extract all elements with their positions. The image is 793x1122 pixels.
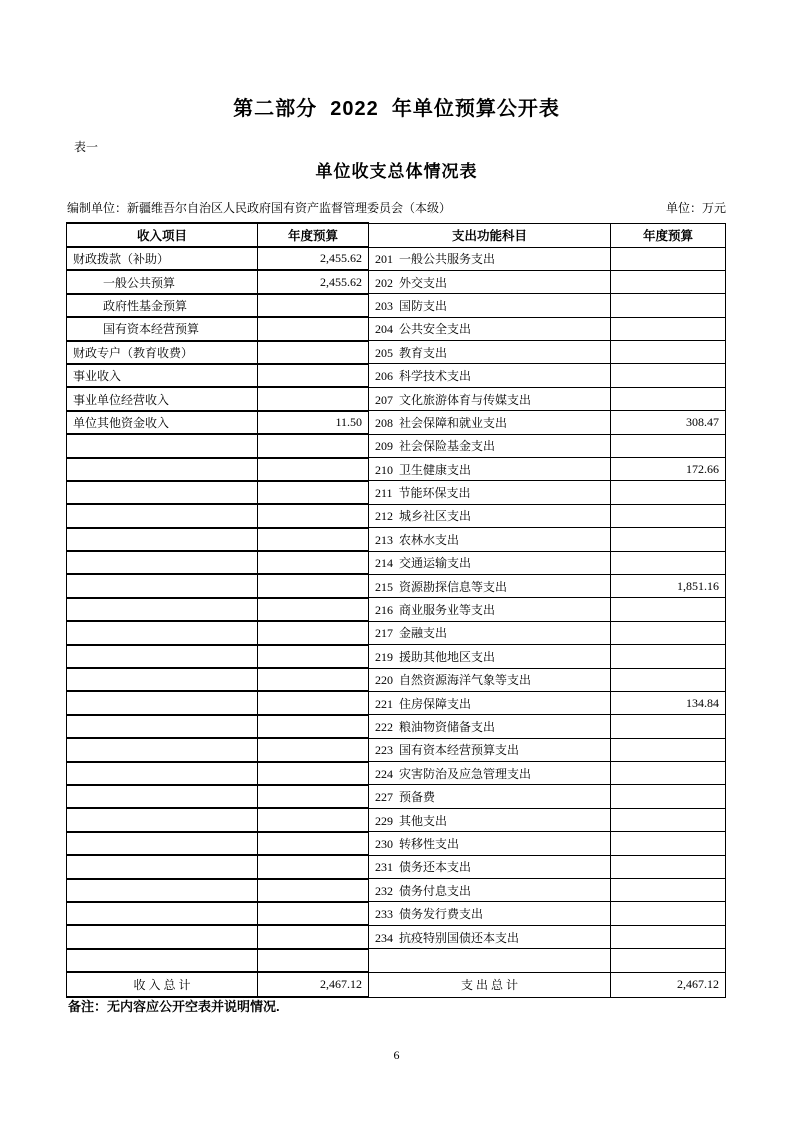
header-expense-item: 支出功能科目 <box>369 223 611 247</box>
income-budget-cell <box>258 341 369 364</box>
expense-item-cell: 227 预备费 <box>369 785 611 808</box>
table-title: 单位收支总体情况表 <box>315 162 478 181</box>
expense-item-cell: 220 自然资源海洋气象等支出 <box>369 668 611 691</box>
table-row <box>67 481 726 504</box>
table-row <box>67 387 726 410</box>
income-budget-cell <box>258 808 369 831</box>
expense-item-cell: 203 国防支出 <box>369 294 611 317</box>
expense-budget-cell <box>611 434 726 457</box>
expense-budget-cell <box>611 879 726 902</box>
income-item-cell <box>67 458 258 481</box>
income-item-cell <box>67 785 258 808</box>
income-item-cell <box>67 879 258 902</box>
expense-budget-cell <box>611 598 726 621</box>
prepared-by-text: 编制单位：新疆维吾尔自治区人民政府国有资产监督管理委员会（本级） <box>67 201 452 215</box>
expense-budget-cell <box>611 481 726 504</box>
table-row <box>67 294 726 317</box>
table-row <box>67 715 726 738</box>
unit-text: 单位：万元 <box>665 201 726 215</box>
table-row <box>67 855 726 878</box>
expense-item-cell: 212 城乡社区支出 <box>369 504 611 527</box>
meta-line <box>67 199 726 216</box>
income-item-cell <box>67 738 258 761</box>
table-row <box>67 808 726 831</box>
expense-item-cell: 229 其他支出 <box>369 808 611 831</box>
income-budget-cell <box>258 317 369 340</box>
income-item-cell: 事业单位经营收入 <box>67 387 258 410</box>
table-row <box>67 785 726 808</box>
income-budget-cell <box>258 294 369 317</box>
expense-item-cell: 205 教育支出 <box>369 341 611 364</box>
income-item-cell <box>67 808 258 831</box>
table-row <box>67 434 726 457</box>
table-row <box>67 341 726 364</box>
income-item-cell <box>67 902 258 925</box>
income-budget-cell: 2,455.62 <box>258 247 369 270</box>
expense-item-cell: 214 交通运输支出 <box>369 551 611 574</box>
expense-item-cell: 216 商业服务业等支出 <box>369 598 611 621</box>
expense-budget-cell <box>611 902 726 925</box>
income-budget-cell <box>258 364 369 387</box>
expense-budget-cell <box>611 551 726 574</box>
expense-item-cell: 233 债务发行费支出 <box>369 902 611 925</box>
table-row <box>67 762 726 785</box>
income-budget-cell <box>258 387 369 410</box>
income-budget-cell <box>258 668 369 691</box>
income-item-cell <box>67 925 258 948</box>
income-item-cell <box>67 762 258 785</box>
expense-item-cell: 206 科学技术支出 <box>369 364 611 387</box>
header-income-item: 收入项目 <box>67 223 258 247</box>
expense-item-cell: 221 住房保障支出 <box>369 691 611 714</box>
expense-item-cell: 201 一般公共服务支出 <box>369 247 611 270</box>
table-row <box>67 364 726 387</box>
income-item-cell <box>67 645 258 668</box>
expense-budget-cell <box>611 294 726 317</box>
expense-budget-cell <box>611 387 726 410</box>
expense-budget-cell <box>611 762 726 785</box>
table-row <box>67 317 726 340</box>
expense-budget-cell <box>611 925 726 948</box>
expense-budget-cell <box>611 504 726 527</box>
income-budget-cell <box>258 551 369 574</box>
table-row <box>67 925 726 948</box>
table-row <box>67 645 726 668</box>
footnote: 备注：无内容应公开空表并说明情况. <box>68 999 280 1014</box>
income-budget-cell <box>258 738 369 761</box>
income-item-cell <box>67 434 258 457</box>
income-item-cell <box>67 504 258 527</box>
header-expense-budget: 年度预算 <box>611 223 726 247</box>
expense-item-cell: 208 社会保障和就业支出 <box>369 411 611 434</box>
expense-budget-cell <box>611 645 726 668</box>
income-budget-cell <box>258 504 369 527</box>
income-budget-cell <box>258 855 369 878</box>
table-row <box>67 668 726 691</box>
table-row <box>67 902 726 925</box>
income-item-cell <box>67 481 258 504</box>
expense-item-cell: 232 债务付息支出 <box>369 879 611 902</box>
expense-total-label: 支 出 总 计 <box>369 972 611 997</box>
expense-budget-cell <box>611 785 726 808</box>
income-budget-cell <box>258 949 369 972</box>
table-row <box>67 621 726 644</box>
expense-budget-cell: 1,851.16 <box>611 574 726 597</box>
table-label: 表一 <box>74 140 99 154</box>
expense-budget-cell <box>611 364 726 387</box>
expense-item-cell: 219 援助其他地区支出 <box>369 645 611 668</box>
table-row <box>67 949 726 972</box>
table-row <box>67 574 726 597</box>
expense-item-cell: 209 社会保险基金支出 <box>369 434 611 457</box>
expense-budget-cell: 134.84 <box>611 691 726 714</box>
income-budget-cell: 11.50 <box>258 411 369 434</box>
income-budget-cell <box>258 715 369 738</box>
expense-item-cell: 210 卫生健康支出 <box>369 458 611 481</box>
expense-item-cell: 224 灾害防治及应急管理支出 <box>369 762 611 785</box>
income-item-cell <box>67 832 258 855</box>
page-number: 6 <box>393 1048 400 1062</box>
expense-item-cell <box>369 949 611 972</box>
income-budget-cell <box>258 458 369 481</box>
expense-budget-cell <box>611 949 726 972</box>
table-row <box>67 247 726 270</box>
income-total-value: 2,467.12 <box>258 972 369 997</box>
header-income-budget: 年度预算 <box>258 223 369 247</box>
income-budget-cell <box>258 879 369 902</box>
income-item-cell: 国有资本经营预算 <box>67 317 258 340</box>
expense-item-cell: 230 转移性支出 <box>369 832 611 855</box>
expense-item-cell: 202 外交支出 <box>369 270 611 293</box>
expense-budget-cell <box>611 247 726 270</box>
income-item-cell <box>67 528 258 551</box>
expense-budget-cell <box>611 738 726 761</box>
income-item-cell <box>67 574 258 597</box>
expense-item-cell: 207 文化旅游体育与传媒支出 <box>369 387 611 410</box>
expense-item-cell: 215 资源勘探信息等支出 <box>369 574 611 597</box>
expense-budget-cell <box>611 621 726 644</box>
income-item-cell: 政府性基金预算 <box>67 294 258 317</box>
income-item-cell <box>67 621 258 644</box>
table-header-row <box>67 223 726 247</box>
income-item-cell: 财政专户（教育收费） <box>67 341 258 364</box>
table-body <box>67 247 726 972</box>
income-budget-cell <box>258 902 369 925</box>
income-budget-cell <box>258 691 369 714</box>
income-item-cell: 一般公共预算 <box>67 270 258 293</box>
table-row <box>67 832 726 855</box>
expense-budget-cell <box>611 668 726 691</box>
expense-total-value: 2,467.12 <box>611 972 726 997</box>
income-budget-cell: 2,455.62 <box>258 270 369 293</box>
expense-budget-cell <box>611 855 726 878</box>
income-item-cell <box>67 551 258 574</box>
expense-budget-cell <box>611 270 726 293</box>
income-item-cell <box>67 691 258 714</box>
expense-item-cell: 217 金融支出 <box>369 621 611 644</box>
income-item-cell: 事业收入 <box>67 364 258 387</box>
expense-item-cell: 204 公共安全支出 <box>369 317 611 340</box>
expense-budget-cell <box>611 528 726 551</box>
table-row <box>67 598 726 621</box>
income-budget-cell <box>258 925 369 948</box>
table-row <box>67 528 726 551</box>
expense-budget-cell <box>611 808 726 831</box>
income-item-cell: 财政拨款（补助） <box>67 247 258 270</box>
income-budget-cell <box>258 645 369 668</box>
income-item-cell <box>67 598 258 621</box>
income-item-cell: 单位其他资金收入 <box>67 411 258 434</box>
page-title: 第二部分 2022 年单位预算公开表 <box>233 98 560 120</box>
expense-budget-cell: 172.66 <box>611 458 726 481</box>
expense-item-cell: 211 节能环保支出 <box>369 481 611 504</box>
expense-budget-cell <box>611 832 726 855</box>
table-row <box>67 738 726 761</box>
table-row <box>67 879 726 902</box>
income-item-cell <box>67 668 258 691</box>
income-total-label: 收 入 总 计 <box>67 972 258 997</box>
expense-item-cell: 222 粮油物资储备支出 <box>369 715 611 738</box>
income-item-cell <box>67 855 258 878</box>
income-item-cell <box>67 715 258 738</box>
expense-budget-cell <box>611 341 726 364</box>
table-row <box>67 691 726 714</box>
expense-item-cell: 223 国有资本经营预算支出 <box>369 738 611 761</box>
expense-item-cell: 213 农林水支出 <box>369 528 611 551</box>
income-budget-cell <box>258 785 369 808</box>
budget-table <box>66 222 726 998</box>
table-row <box>67 504 726 527</box>
income-item-cell <box>67 949 258 972</box>
income-budget-cell <box>258 832 369 855</box>
total-row <box>67 972 726 997</box>
table-row <box>67 411 726 434</box>
income-budget-cell <box>258 621 369 644</box>
expense-budget-cell <box>611 317 726 340</box>
table-row <box>67 270 726 293</box>
income-budget-cell <box>258 481 369 504</box>
table-row <box>67 458 726 481</box>
expense-budget-cell <box>611 715 726 738</box>
income-budget-cell <box>258 434 369 457</box>
expense-item-cell: 234 抗疫特别国债还本支出 <box>369 925 611 948</box>
income-budget-cell <box>258 574 369 597</box>
income-budget-cell <box>258 598 369 621</box>
table-row <box>67 551 726 574</box>
income-budget-cell <box>258 528 369 551</box>
income-budget-cell <box>258 762 369 785</box>
expense-item-cell: 231 债务还本支出 <box>369 855 611 878</box>
expense-budget-cell: 308.47 <box>611 411 726 434</box>
